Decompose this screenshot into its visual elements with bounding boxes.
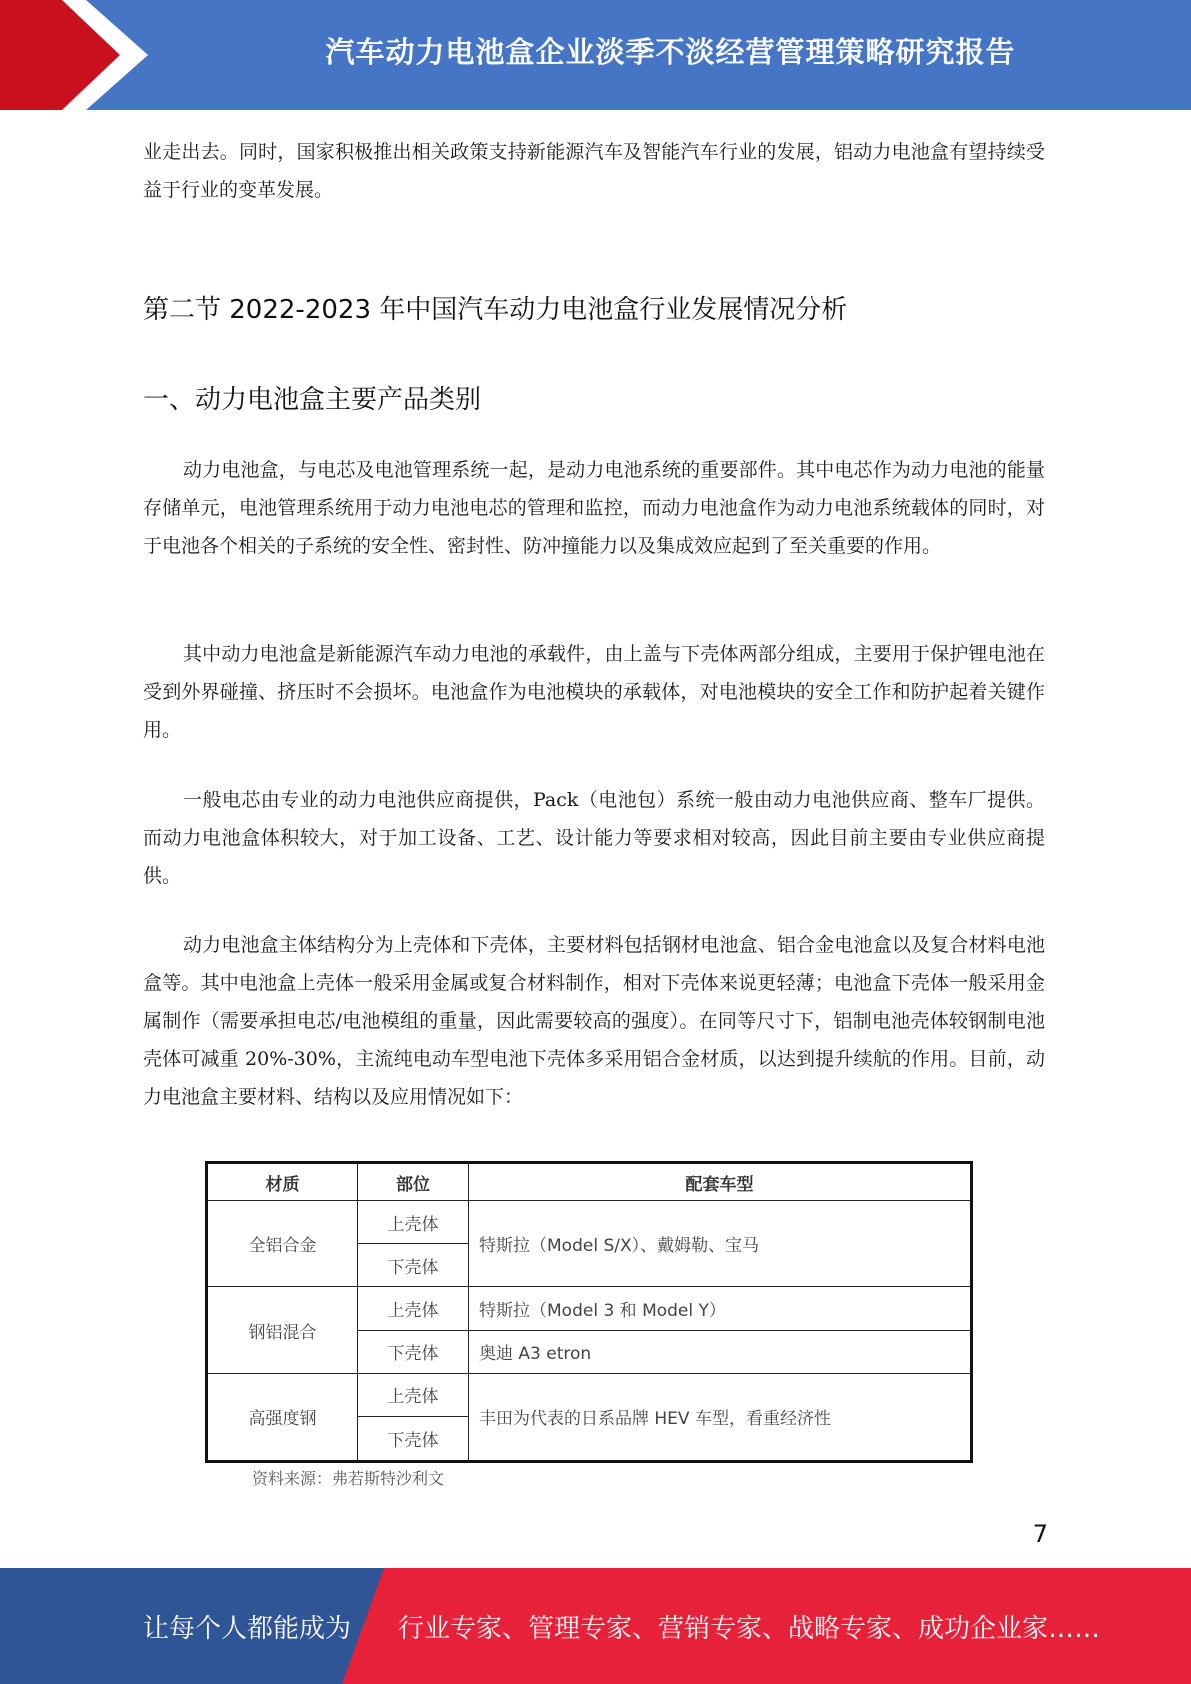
table-header-row: [207, 1163, 972, 1201]
body-paragraph: 一般电芯由专业的动力电池供应商提供，Pack（电池包）系统一般由动力电池供应商、整车厂提供。而动力电池盒体积较大，对于加工设备、工艺、设计能力等要求相对较高，因此目前主要由专业供应商提供。: [143, 789, 1045, 887]
models-cell: 特斯拉（Model 3 和 Model Y）: [469, 1287, 972, 1330]
footer-slogan-right: 行业专家、管理专家、营销专家、战略专家、成功企业家……: [398, 1614, 1101, 1644]
intro-paragraph: 业走出去。同时，国家积极推出相关政策支持新能源汽车及智能汽车行业的发展，铝动力电池盒有望持续受益于行业的变革发展。: [143, 141, 1045, 201]
table-row: [207, 1373, 972, 1416]
paragraph-2: [143, 635, 1045, 749]
battery-box-table: [205, 1161, 973, 1463]
table-row: [207, 1201, 972, 1244]
table-header-cell: 部位: [358, 1163, 469, 1201]
report-title: 汽车动力电池盒企业淡季不淡经营管理策略研究报告: [325, 35, 1016, 69]
material-cell: 高强度钢: [207, 1373, 358, 1461]
page-number: 7: [1032, 1520, 1048, 1548]
section-heading: 第二节 2022-2023 年中国汽车动力电池盒行业发展情况分析: [143, 295, 848, 325]
footer-slogan-left: 让每个人都能成为: [143, 1614, 352, 1644]
table-header-cell: 材质: [207, 1163, 358, 1201]
paragraph-1: [143, 451, 1045, 565]
part-cell: 上壳体: [358, 1373, 469, 1416]
material-cell: 钢铝混合: [207, 1287, 358, 1373]
intro-block: [143, 133, 1045, 209]
models-cell: 奥迪 A3 etron: [469, 1330, 972, 1373]
models-cell: 丰田为代表的日系品牌 HEV 车型，看重经济性: [469, 1373, 972, 1461]
part-cell: 下壳体: [358, 1330, 469, 1373]
part-cell: 上壳体: [358, 1287, 469, 1330]
paragraph-4: [143, 926, 1045, 1116]
table-header-cell: 配套车型: [469, 1163, 972, 1201]
table-source-note: 资料来源：弗若斯特沙利文: [252, 1469, 445, 1488]
body-paragraph: 其中动力电池盒是新能源汽车动力电池的承载件，由上盖与下壳体两部分组成，主要用于保护锂电池在受到外界碰撞、挤压时不会损坏。电池盒作为电池模块的承载体，对电池模块的安全工作和防护起着关键作用。: [143, 643, 1045, 741]
part-cell: 上壳体: [358, 1201, 469, 1244]
body-paragraph: 动力电池盒，与电芯及电池管理系统一起，是动力电池系统的重要部件。其中电芯作为动力电池的能量存储单元，电池管理系统用于动力电池电芯的管理和监控，而动力电池盒作为动力电池系统载体的同时，对于电池各个相关的子系统的安全性、密封性、防冲撞能力以及集成效应起到了至关重要的作用。: [143, 459, 1045, 557]
subsection-heading: 一、动力电池盒主要产品类别: [143, 385, 482, 415]
page-header: [0, 0, 1191, 110]
part-cell: 下壳体: [358, 1417, 469, 1462]
material-cell: 全铝合金: [207, 1201, 358, 1287]
paragraph-3: [143, 781, 1045, 895]
body-paragraph: 动力电池盒主体结构分为上壳体和下壳体，主要材料包括钢材电池盒、铝合金电池盒以及复合材料电池盒等。其中电池盒上壳体一般采用金属或复合材料制作，相对下壳体来说更轻薄；电池盒下壳体一般采用金属制作（需要承担电芯/电池模组的重量，因此需要较高的强度）。在同等尺寸下，铝制电池壳体较钢制电池壳体可减重 20%-30%，主流纯电动车型电池下壳体多采用铝合金材质，以达到提升续航的作用。目前，动力电池盒主要材料、结构以及应用情况如下：: [143, 934, 1045, 1108]
part-cell: 下壳体: [358, 1244, 469, 1287]
page-footer: [0, 1568, 1191, 1684]
models-cell: 特斯拉（Model S/X）、戴姆勒、宝马: [469, 1201, 972, 1287]
table-row: [207, 1287, 972, 1330]
